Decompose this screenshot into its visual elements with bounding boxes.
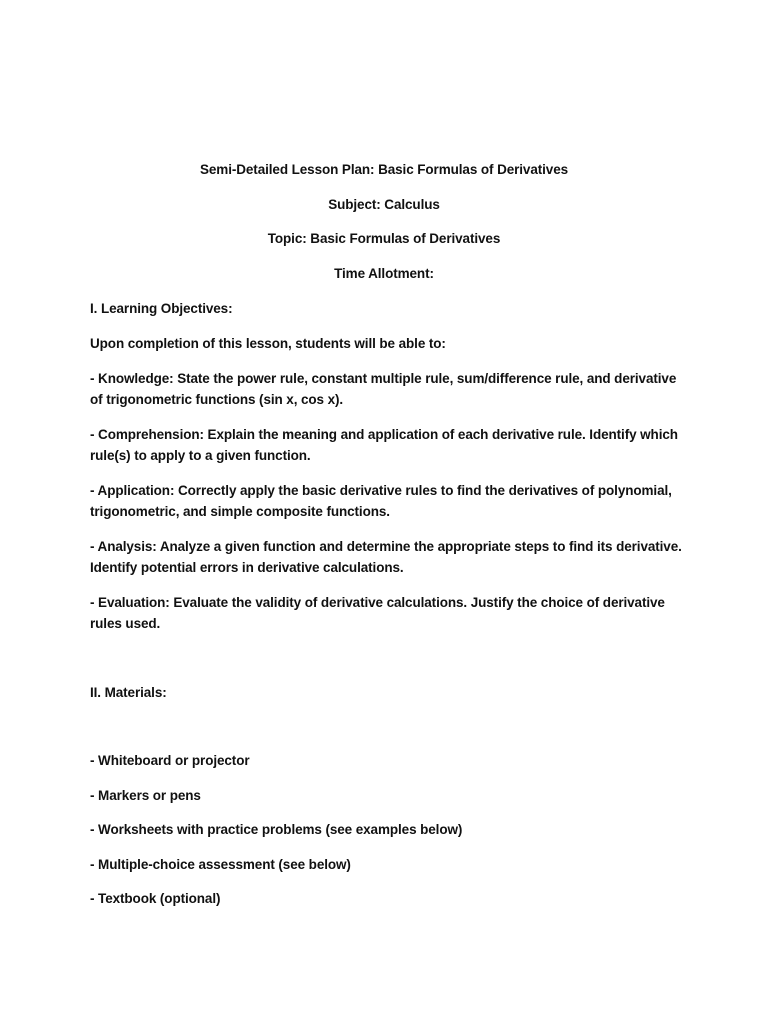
objective-evaluation: - Evaluation: Evaluate the validity of derivative calculations. Justify the choice of derivative rules used. — [90, 595, 665, 631]
material-item: - Multiple-choice assessment (see below) — [90, 857, 351, 872]
subject-line: Subject: Calculus — [328, 197, 440, 212]
objectives-intro: Upon completion of this lesson, students will be able to: — [90, 336, 446, 351]
objective-knowledge: - Knowledge: State the power rule, constant multiple rule, sum/difference rule, and derivative of trigonometric functions (sin x, cos x). — [90, 371, 677, 407]
objective-application: - Application: Correctly apply the basic derivative rules to find the derivatives of polynomial, trigonometric, and simple composite functions. — [90, 483, 672, 519]
material-item: - Markers or pens — [90, 788, 201, 803]
material-item: - Whiteboard or projector — [90, 753, 250, 768]
objective-comprehension: - Comprehension: Explain the meaning and application of each derivative rule. Identify which rule(s) to apply to a given function. — [90, 427, 678, 463]
learning-objectives-heading: I. Learning Objectives: — [90, 301, 233, 316]
material-item: - Worksheets with practice problems (see examples below) — [90, 822, 463, 837]
materials-heading: II. Materials: — [90, 685, 167, 700]
objective-analysis: - Analysis: Analyze a given function and determine the appropriate steps to find its derivative. Identify potential errors in derivative calculations. — [90, 539, 682, 575]
material-item: - Textbook (optional) — [90, 891, 221, 906]
time-allotment-line: Time Allotment: — [334, 266, 434, 281]
topic-line: Topic: Basic Formulas of Derivatives — [267, 231, 501, 246]
document-title: Semi-Detailed Lesson Plan: Basic Formulas of Derivatives — [199, 162, 569, 177]
